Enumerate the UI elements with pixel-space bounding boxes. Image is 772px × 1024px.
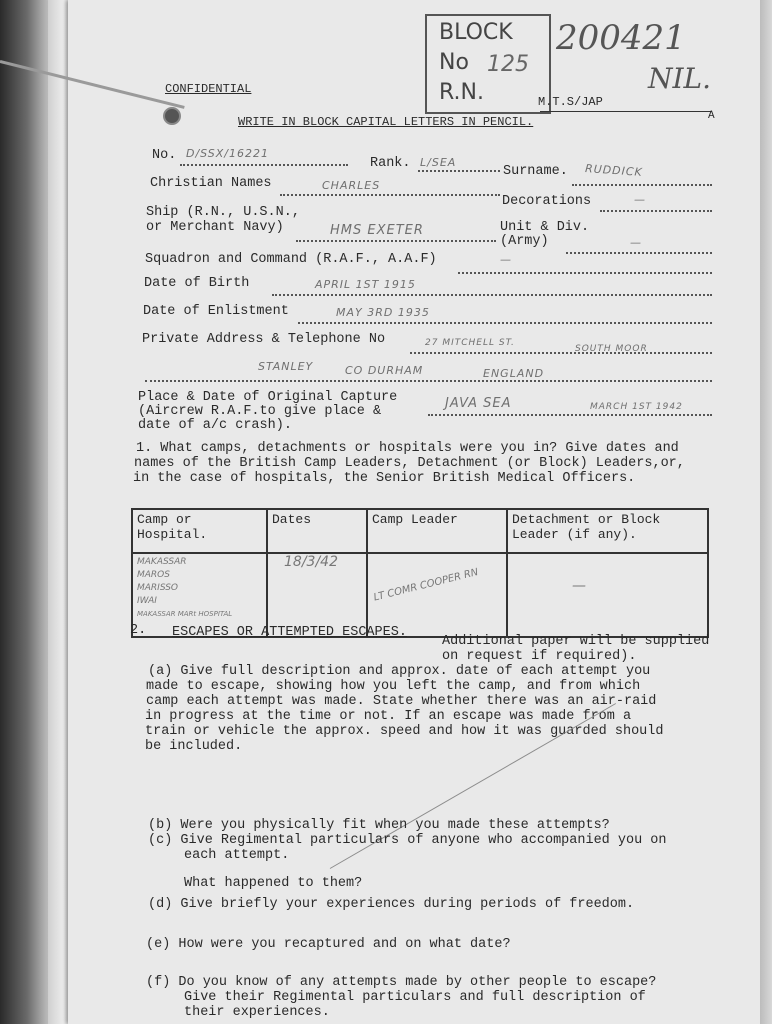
no-label: No. xyxy=(152,148,177,163)
rank-value: L/SEA xyxy=(420,156,457,169)
q2f-line-2: Give their Regimental particulars and full description of xyxy=(184,990,646,1005)
address-value-4: CO DURHAM xyxy=(345,364,424,377)
squadron-label: Squadron and Command (R.A.F., A.A.F) xyxy=(145,252,437,267)
dob-value: APRIL 1ST 1915 xyxy=(315,278,416,291)
surname-value: RUDDICK xyxy=(584,162,644,179)
q2a-line-3: camp each attempt was made. State whether there was an air-raid xyxy=(146,694,657,709)
capture-label-2: (Aircrew R.A.F.to give place & xyxy=(138,404,382,419)
classification: CONFIDENTIAL xyxy=(165,82,252,96)
decorations-dots xyxy=(600,210,712,212)
address-value-1: 27 MITCHELL ST. xyxy=(425,338,515,348)
camp-item: IWAI xyxy=(137,596,157,606)
capture-date: MARCH 1ST 1942 xyxy=(590,402,683,412)
header-dates: Dates xyxy=(267,509,367,553)
q2a-line-4: in progress at the time or not. If an escape was made from a xyxy=(145,709,632,724)
q2c-line-3: What happened to them? xyxy=(184,876,363,891)
nil-mark: NIL. xyxy=(648,62,712,95)
q2c-line-2: each attempt. xyxy=(184,848,290,863)
rank-label: Rank. xyxy=(370,156,411,171)
q2e: (e) How were you recaptured and on what date? xyxy=(146,937,511,952)
camp-item: MARISSO xyxy=(137,583,179,593)
punch-hole xyxy=(163,107,181,125)
address-dots-2 xyxy=(145,380,712,382)
q1-line-1: 1. What camps, detachments or hospitals were you in? Give dates and xyxy=(136,441,679,456)
q2-title: ESCAPES OR ATTEMPTED ESCAPES. xyxy=(172,625,407,640)
address-label: Private Address & Telephone No xyxy=(142,332,386,347)
q2c-line-1: (c) Give Regimental particulars of anyone who accompanied you on xyxy=(148,833,667,848)
q1-line-3: in the case of hospitals, the Senior British Medical Officers. xyxy=(133,471,636,486)
capture-label-1: Place & Date of Original Capture xyxy=(138,390,398,405)
q2f-line-3: their experiences. xyxy=(184,1005,330,1020)
enlist-dots xyxy=(298,322,712,324)
unit-value: — xyxy=(630,236,642,249)
surname-label: Surname. xyxy=(503,164,568,179)
no-dots xyxy=(180,164,348,166)
ship-label-1: Ship (R.N., U.S.N., xyxy=(146,205,300,220)
stamp-line-2: No xyxy=(439,50,469,75)
page-edge xyxy=(760,0,772,1024)
form-code: M.T.S/JAP xyxy=(538,95,603,109)
q1-line-2: names of the British Camp Leaders, Detachment (or Block) Leaders,or, xyxy=(134,456,685,471)
stamp-line-1: BLOCK xyxy=(439,20,513,45)
corner-mark: A xyxy=(708,110,715,122)
surname-dots xyxy=(572,184,712,186)
block-leader-value: — xyxy=(572,578,586,594)
enlist-label: Date of Enlistment xyxy=(143,304,289,319)
capture-dots xyxy=(428,414,712,416)
enlist-value: MAY 3RD 1935 xyxy=(336,306,430,319)
camp-item: MAKASSAR MARt HOSPITAL xyxy=(137,610,233,618)
unit-dots xyxy=(566,252,712,254)
dob-dots xyxy=(272,294,712,296)
address-value-3: STANLEY xyxy=(258,360,314,373)
q2f-line-1: (f) Do you know of any attempts made by other people to escape? xyxy=(146,975,657,990)
decorations-label: Decorations xyxy=(502,194,592,209)
q2a-line-6: be included. xyxy=(145,739,243,754)
ship-value: HMS EXETER xyxy=(330,223,424,238)
header-camp: Camp or Hospital. xyxy=(132,509,267,553)
block-stamp xyxy=(425,14,551,114)
header-block-leader: Detachment or Block Leader (if any). xyxy=(507,509,708,553)
q2-number: 2. xyxy=(130,623,147,638)
block-leader-cell xyxy=(507,553,708,637)
no-value: D/SSX/16221 xyxy=(186,147,269,160)
unit-label-1: Unit & Div. xyxy=(500,220,590,235)
q2-note-1: Additional paper will be supplied xyxy=(442,634,710,649)
camp-item: MAROS xyxy=(137,570,170,580)
q2a-line-2: made to escape, showing how you left the camp, and from which xyxy=(146,679,641,694)
dob-label: Date of Birth xyxy=(144,276,250,291)
ship-label-2: or Merchant Navy) xyxy=(146,220,284,235)
unit-label-2: (Army) xyxy=(500,234,549,249)
camp-table-header xyxy=(132,509,708,553)
squadron-dots xyxy=(458,272,712,274)
camp-leader-value: LT COMR COOPER RN xyxy=(372,566,480,604)
q2a-line-1: (a) Give full description and approx. date of each attempt you xyxy=(148,664,651,679)
squadron-value: — xyxy=(500,253,512,266)
address-value-5: ENGLAND xyxy=(483,367,545,380)
camp-item: MAKASSAR xyxy=(137,557,187,567)
ship-dots xyxy=(296,240,496,242)
reference-number: 200421 xyxy=(556,18,686,58)
address-dots-1 xyxy=(410,352,712,354)
camp-table xyxy=(131,508,709,638)
q2b: (b) Were you physically fit when you made these attempts? xyxy=(148,818,610,833)
christian-dots xyxy=(280,194,500,196)
q2a-line-5: train or vehicle the approx. speed and how it was guarded should xyxy=(145,724,664,739)
christian-label: Christian Names xyxy=(150,176,272,191)
stamp-block-number: 125 xyxy=(487,52,529,77)
header-camp-leader: Camp Leader xyxy=(367,509,507,553)
dates-value: 18/3/42 xyxy=(284,554,338,570)
q2d: (d) Give briefly your experiences during periods of freedom. xyxy=(148,897,635,912)
q2-note-2: on request if required). xyxy=(442,649,637,664)
instruction: WRITE IN BLOCK CAPITAL LETTERS IN PENCIL. xyxy=(238,115,534,129)
header-rule xyxy=(540,111,712,112)
capture-place: JAVA SEA xyxy=(445,396,512,411)
christian-value: CHARLES xyxy=(322,179,381,192)
rank-dots xyxy=(418,170,500,172)
decorations-value: — xyxy=(634,193,646,206)
capture-label-3: date of a/c crash). xyxy=(138,418,292,433)
address-value-2: SOUTH MOOR xyxy=(575,344,648,354)
stamp-line-3: R.N. xyxy=(439,80,484,105)
